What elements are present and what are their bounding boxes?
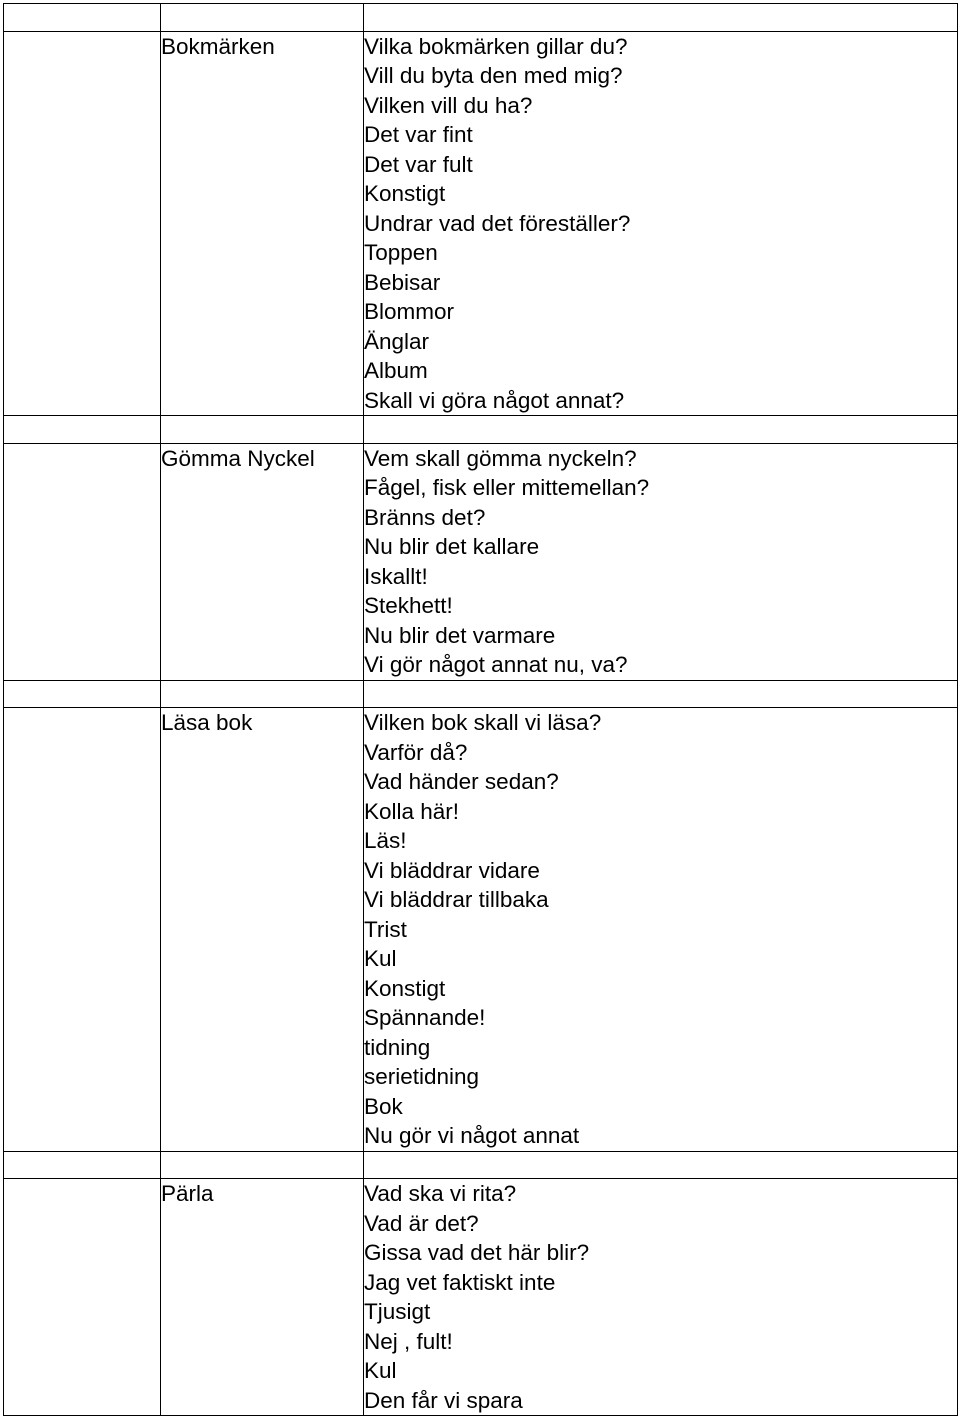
phrase: Skall vi göra något annat? bbox=[364, 387, 625, 413]
empty-cell bbox=[161, 4, 364, 32]
phrase: Bok bbox=[364, 1093, 403, 1119]
phrase: Bränns det? bbox=[364, 504, 486, 530]
phrase: Fågel, fisk eller mittemellan? bbox=[364, 475, 650, 500]
phrase: Vilken vill du ha? bbox=[364, 92, 533, 118]
category-label: Pärla bbox=[161, 1179, 364, 1416]
phrase: Trist bbox=[364, 916, 407, 942]
section-row bbox=[4, 31, 958, 416]
empty-cell bbox=[364, 4, 958, 32]
section-row bbox=[4, 443, 958, 680]
phrase: Kolla här! bbox=[364, 798, 460, 824]
phrase: Vi gör något annat nu, va? bbox=[364, 652, 628, 677]
phrase: Gissa vad det här blir? bbox=[364, 1240, 590, 1265]
phrase: tidning bbox=[364, 1034, 431, 1060]
phrase: Vi bläddrar vidare bbox=[364, 857, 540, 883]
phrase: Varför då? bbox=[364, 739, 468, 765]
phrase: Konstigt bbox=[364, 181, 446, 206]
phrase: Vad är det? bbox=[364, 1210, 479, 1236]
phrase-list bbox=[364, 31, 958, 416]
phrase: Undrar vad det föreställer? bbox=[364, 210, 631, 236]
phrase: Bebisar bbox=[364, 269, 441, 295]
phrase: Stekhett! bbox=[364, 593, 453, 618]
phrase: Nu blir det varmare bbox=[364, 622, 556, 648]
section-row bbox=[4, 1179, 958, 1416]
empty-cell bbox=[4, 31, 161, 416]
phrase: Vad händer sedan? bbox=[364, 769, 559, 794]
empty-cell bbox=[161, 416, 364, 444]
phrase: Toppen bbox=[364, 240, 438, 265]
phrase: Tjusigt bbox=[364, 1299, 431, 1324]
empty-cell bbox=[4, 4, 161, 32]
empty-cell bbox=[4, 708, 161, 1152]
empty-cell bbox=[161, 1151, 364, 1179]
phrase: Album bbox=[364, 358, 428, 383]
phrase: Nu gör vi något annat bbox=[364, 1123, 580, 1148]
phrase: Kul bbox=[364, 1358, 397, 1383]
category-label: Gömma Nyckel bbox=[161, 443, 364, 680]
phrase: Vem skall gömma nyckeln? bbox=[364, 445, 637, 471]
empty-cell bbox=[4, 1179, 161, 1416]
empty-cell bbox=[4, 1151, 161, 1179]
section-row bbox=[4, 708, 958, 1152]
spacer-row bbox=[4, 416, 958, 444]
phrase-list bbox=[364, 443, 958, 680]
phrase: Det var fint bbox=[364, 122, 473, 147]
phrase: Blommor bbox=[364, 299, 455, 324]
phrase: Vilka bokmärken gillar du? bbox=[364, 33, 628, 59]
phrase: Nu blir det kallare bbox=[364, 534, 540, 559]
phrase-list bbox=[364, 708, 958, 1152]
category-label: Bokmärken bbox=[161, 31, 364, 416]
empty-cell bbox=[4, 443, 161, 680]
phrase: serietidning bbox=[364, 1064, 480, 1089]
phrase: Läs! bbox=[364, 828, 407, 853]
phrase: Kul bbox=[364, 946, 397, 971]
spacer-row bbox=[4, 1151, 958, 1179]
phrase: Det var fult bbox=[364, 151, 473, 177]
spacer-row bbox=[4, 4, 958, 32]
category-label: Läsa bok bbox=[161, 708, 364, 1152]
empty-cell bbox=[4, 680, 161, 708]
phrase: Spännande! bbox=[364, 1005, 486, 1030]
phrase: Den får vi spara bbox=[364, 1387, 523, 1413]
phrase: Jag vet faktiskt inte bbox=[364, 1269, 556, 1295]
spacer-row bbox=[4, 680, 958, 708]
phrase: Vi bläddrar tillbaka bbox=[364, 887, 549, 912]
empty-cell bbox=[364, 680, 958, 708]
empty-cell bbox=[364, 416, 958, 444]
phrase-list bbox=[364, 1179, 958, 1416]
empty-cell bbox=[364, 1151, 958, 1179]
phrase-table bbox=[3, 3, 958, 1416]
phrase: Änglar bbox=[364, 328, 430, 354]
phrase: Vad ska vi rita? bbox=[364, 1181, 517, 1206]
phrase: Konstigt bbox=[364, 975, 446, 1001]
empty-cell bbox=[4, 416, 161, 444]
phrase: Vilken bok skall vi läsa? bbox=[364, 710, 602, 735]
empty-cell bbox=[161, 680, 364, 708]
phrase: Iskallt! bbox=[364, 563, 428, 589]
phrase: Vill du byta den med mig? bbox=[364, 63, 623, 88]
phrase: Nej , fult! bbox=[364, 1328, 453, 1354]
